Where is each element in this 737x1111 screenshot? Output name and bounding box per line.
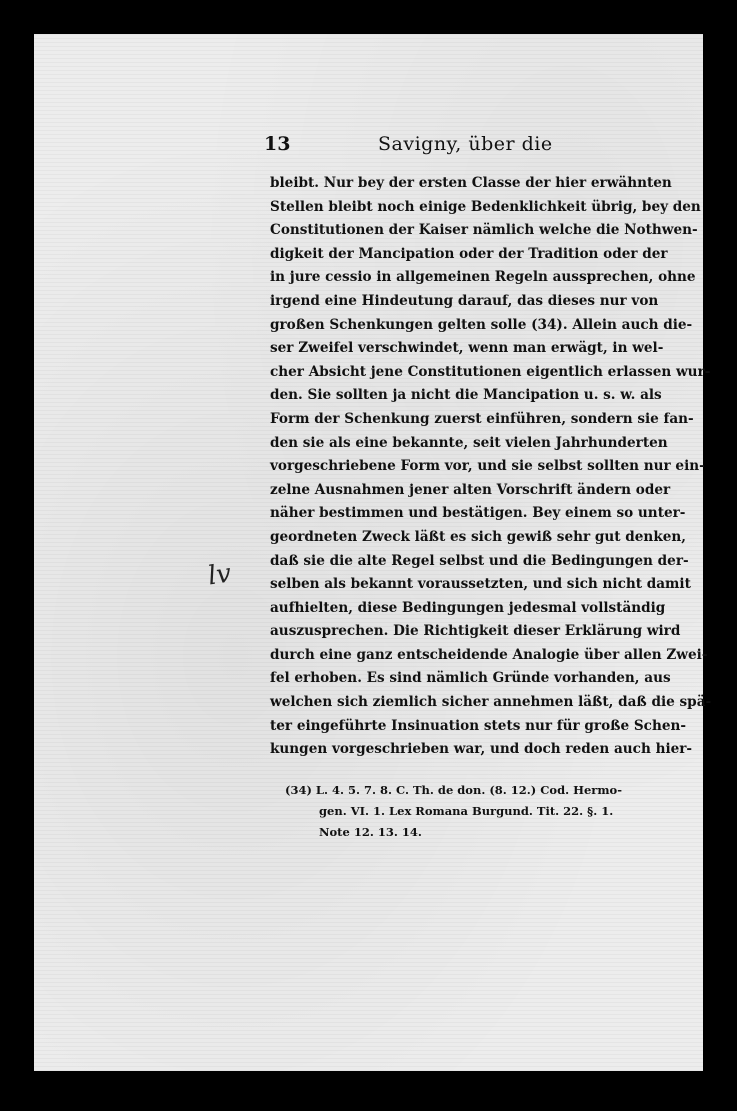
page-number: 13 <box>264 133 291 155</box>
text-line: durch eine ganz entscheidende Analogie über allen Zwei- <box>270 646 708 663</box>
text-line: vorgeschriebene Form vor, und sie selbst sollten nur ein- <box>270 458 705 475</box>
text-line: zelne Ausnahmen jener alten Vorschrift ändern oder <box>270 481 671 498</box>
text-line: cher Absicht jene Constitutionen eigentlich erlassen wur- <box>270 363 711 380</box>
text-line: den. Sie sollten ja nicht die Mancipation u. s. w. als <box>270 387 662 404</box>
text-line: geordneten Zweck läßt es sich gewiß sehr gut denken, <box>270 528 687 545</box>
text-line: daß sie die alte Regel selbst und die Bedingungen der- <box>270 552 689 569</box>
handwritten-margin-mark: lv <box>206 558 233 592</box>
text-line: ter eingeführte Insinuation stets nur für große Schen- <box>270 717 686 734</box>
text-line: großen Schenkungen gelten solle (34). Allein auch die- <box>270 316 693 333</box>
text-line: Stellen bleibt noch einige Bedenklichkeit übrig, bey den <box>270 198 701 215</box>
running-title: Savigny, über die <box>378 133 553 155</box>
text-line: auszusprechen. Die Richtigkeit dieser Erklärung wird <box>270 623 681 640</box>
text-line: näher bestimmen und bestätigen. Bey einem so unter- <box>270 505 686 522</box>
text-line: Form der Schenkung zuerst einführen, sondern sie fan- <box>270 410 694 427</box>
text-line: digkeit der Mancipation oder der Tradition oder der <box>270 245 668 262</box>
text-line: in jure cessio in allgemeinen Regeln aussprechen, ohne <box>270 269 696 286</box>
footnote-line: gen. VI. 1. Lex Romana Burgund. Tit. 22. §. 1. <box>319 804 614 818</box>
text-line: aufhielten, diese Bedingungen jedesmal vollständig <box>270 599 666 616</box>
body-text <box>270 172 712 762</box>
text-line: fel erhoben. Es sind nämlich Gründe vorhanden, aus <box>270 670 671 687</box>
text-line: ser Zweifel verschwindet, wenn man erwägt, in wel- <box>270 340 664 357</box>
text-line: kungen vorgeschrieben war, und doch reden auch hier- <box>270 741 693 758</box>
text-line: irgend eine Hindeutung darauf, das dieses nur von <box>270 292 659 309</box>
footnote <box>285 780 665 843</box>
footnote-line: (34) L. 4. 5. 7. 8. C. Th. de don. (8. 12.) Cod. Hermo- <box>285 783 622 797</box>
text-line: selben als bekannt voraussetzten, und sich nicht damit <box>270 576 691 593</box>
text-line: bleibt. Nur bey der ersten Classe der hier erwähnten <box>270 175 672 191</box>
text-line: den sie als eine bekannte, seit vielen Jahrhunderten <box>270 434 668 451</box>
text-line: Constitutionen der Kaiser nämlich welche die Nothwen- <box>270 222 698 239</box>
footnote-line: Note 12. 13. 14. <box>319 825 422 839</box>
page-header <box>264 133 634 161</box>
text-line: welchen sich ziemlich sicher annehmen läßt, daß die spä- <box>270 694 712 711</box>
